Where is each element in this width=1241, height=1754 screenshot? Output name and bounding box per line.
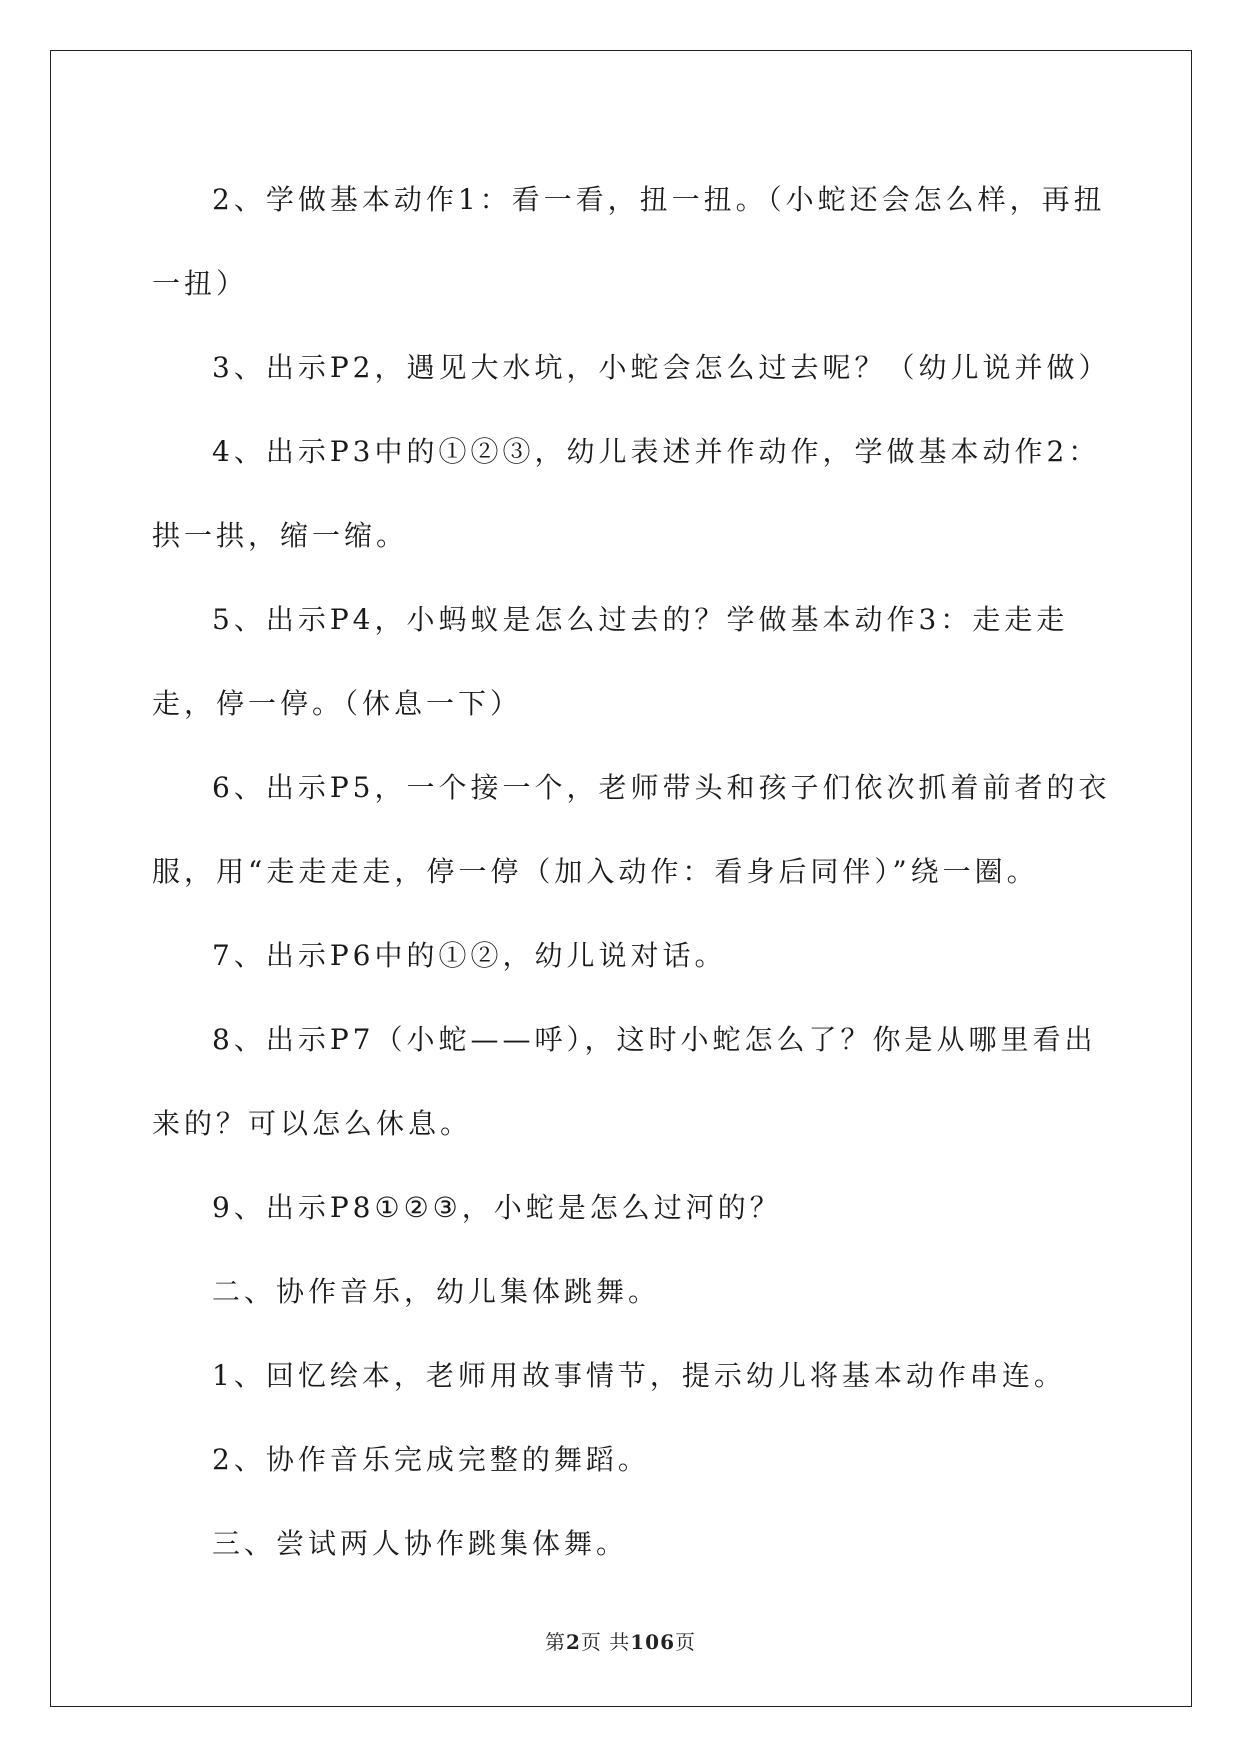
- page-footer: [0, 1626, 1241, 1655]
- footer-prefix: 第: [544, 1630, 566, 1654]
- total-pages-number: 106: [630, 1630, 676, 1654]
- paragraph: 1、回忆绘本，老师用故事情节，提示幼儿将基本动作串连。: [212, 1359, 1066, 1392]
- paragraph: 7、出示P6中的①②，幼儿说对话。: [212, 939, 727, 972]
- paragraph: 二、协作音乐，幼儿集体跳舞。: [212, 1275, 661, 1308]
- paragraph: 9、出示P8①②③，小蛇是怎么过河的？: [212, 1191, 782, 1224]
- footer-middle: 页 共: [580, 1630, 631, 1654]
- paragraph: 5、出示P4，小蚂蚁是怎么过去的？学做基本动作3：走走走走，停一停。（休息一下）: [152, 603, 1069, 720]
- paragraph: 4、出示P3中的①②③，幼儿表述并作动作，学做基本动作2：拱一拱，缩一缩。: [152, 435, 1101, 552]
- paragraph: 3、出示P2，遇见大水坑，小蛇会怎么过去呢？（幼儿说并做）: [212, 351, 1111, 384]
- footer-suffix: 页: [675, 1630, 697, 1654]
- current-page-number: 2: [565, 1630, 581, 1654]
- paragraph: 三、尝试两人协作跳集体舞。: [212, 1527, 629, 1560]
- paragraph: 6、出示P5，一个接一个，老师带头和孩子们依次抓着前者的衣服，用“走走走走，停一停（加入动作：看身后同伴）”绕一圈。: [152, 771, 1111, 888]
- paragraph: 2、学做基本动作1：看一看，扭一扭。（小蛇还会怎么样，再扭一扭）: [152, 183, 1106, 300]
- paragraph: 8、出示P7（小蛇——呼），这时小蛇怎么了？你是从哪里看出来的？可以怎么休息。: [152, 1023, 1097, 1140]
- document-body: [152, 158, 1112, 1586]
- paragraph: 2、协作音乐完成完整的舞蹈。: [212, 1443, 650, 1476]
